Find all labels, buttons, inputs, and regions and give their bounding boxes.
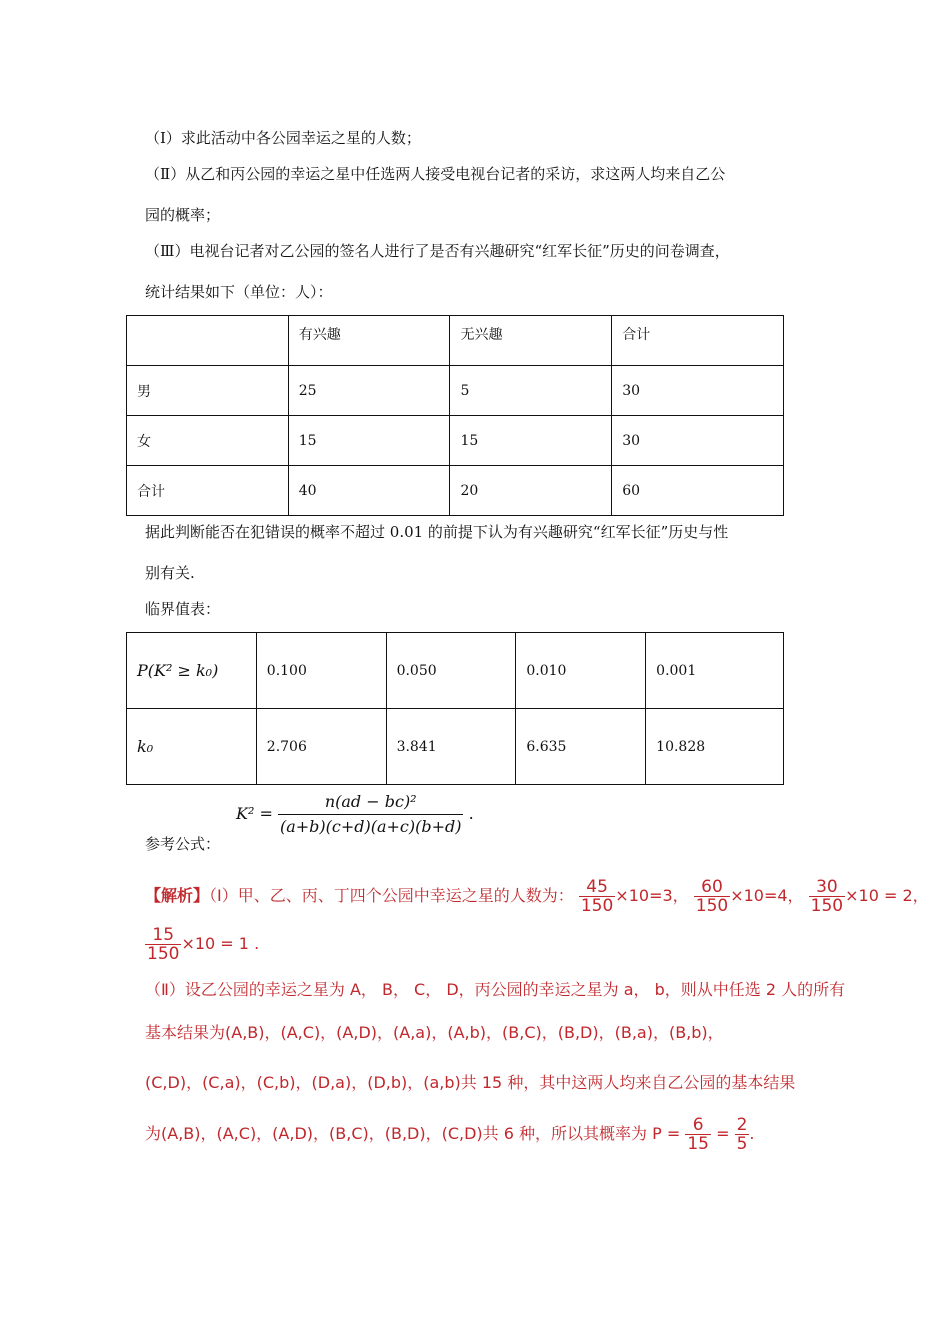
table-cell: 无兴趣: [450, 316, 612, 366]
table-row: [127, 416, 784, 466]
solution-part-1-text: （Ⅰ）甲、乙、丙、丁四个公园中幸运之星的人数为：: [209, 886, 574, 905]
result-bing: ×10 = 2，: [845, 886, 929, 905]
table-cell: 20: [450, 466, 612, 516]
solution-part-2-line-2: 基本结果为(A,B)，(A,C)，(A,D)，(A,a)，(A,b)，(B,C)，(B,D)，(B,a)，(B,b)，: [145, 1023, 724, 1042]
table-cell: 女: [127, 416, 289, 466]
formula-label: 参考公式：: [145, 835, 221, 853]
question-2-line-1: （Ⅱ）从乙和丙公园的幸运之星中任选两人接受电视台记者的采访，求这两人均来自乙公: [145, 165, 726, 183]
formula-end: .: [468, 804, 474, 823]
table-cell: 5: [450, 366, 612, 416]
fraction-denominator: 150: [580, 896, 614, 916]
table-row: [127, 709, 784, 785]
table-cell: 合计: [127, 466, 289, 516]
table-cell: 有兴趣: [288, 316, 450, 366]
fraction-yi: [694, 878, 730, 915]
solution-part-2-line-1: （Ⅱ）设乙公园的幸运之星为 A， B， C， D，丙公园的幸运之星为 a， b，则从中任选 2 人的所有: [145, 980, 846, 999]
table-cell: 15: [450, 416, 612, 466]
table-cell: 15: [288, 416, 450, 466]
result-ding: ×10 = 1 .: [181, 934, 260, 953]
fraction-bing: [809, 878, 845, 915]
table-cell: 60: [612, 466, 784, 516]
question-3-line-1: （Ⅲ）电视台记者对乙公园的签名人进行了是否有兴趣研究“红军长征”历史的问卷调查，: [145, 242, 730, 260]
solution-part-2-line-4: [145, 1112, 755, 1156]
fraction-denominator: 150: [147, 944, 180, 964]
table-cell: 30: [612, 366, 784, 416]
fraction-numerator: 15: [145, 926, 181, 945]
table-cell: 40: [288, 466, 450, 516]
formula-fraction: [278, 790, 464, 839]
table-header-row: [127, 316, 784, 366]
critical-value-table: [126, 632, 784, 785]
formula-numerator: n(ad − bc)²: [278, 790, 464, 815]
table-cell: 30: [612, 416, 784, 466]
solution-part-1-cont: [145, 924, 259, 964]
question-1: （Ⅰ）求此活动中各公园幸运之星的人数；: [145, 129, 421, 147]
table-cell: 男: [127, 366, 289, 416]
table-row: [127, 366, 784, 416]
probability-fraction-simplified: [735, 1116, 750, 1153]
probability-end: .: [749, 1124, 755, 1143]
solution-part-2-line-4-text: 为(A,B)，(A,C)，(A,D)，(B,C)，(B,D)，(C,D)共 6 种，所以其概率为 P =: [145, 1124, 681, 1143]
fraction-numerator: 2: [736, 1115, 748, 1135]
table-cell: 6.635: [516, 709, 646, 785]
table-cell: 合计: [612, 316, 784, 366]
result-jia: ×10=3，: [615, 886, 689, 905]
table-cell: 10.828: [646, 709, 784, 785]
fraction-numerator: 45: [579, 878, 615, 897]
table-row: [127, 633, 784, 709]
solution-part-1: [145, 876, 929, 916]
equals-sign: =: [716, 1124, 730, 1143]
fraction-denominator: 150: [810, 896, 844, 916]
table-cell: P(K² ≥ k₀): [127, 633, 257, 709]
chi-square-formula: [236, 790, 474, 839]
fraction-ding: [145, 926, 181, 963]
fraction-denominator: 5: [736, 1134, 748, 1154]
table-cell: 3.841: [386, 709, 516, 785]
fraction-numerator: 30: [809, 878, 845, 897]
probability-fraction: [685, 1116, 711, 1153]
table-row: [127, 466, 784, 516]
table-cell: 0.010: [516, 633, 646, 709]
solution-part-2-line-3: (C,D)，(C,a)，(C,b)，(D,a)，(D,b)，(a,b)共 15 种，其中这两人均来自乙公园的基本结果: [145, 1073, 796, 1092]
fraction-numerator: 6: [685, 1116, 711, 1135]
table-cell: 2.706: [256, 709, 386, 785]
table-cell: [127, 316, 289, 366]
judgement-line-1: 据此判断能否在犯错误的概率不超过 0.01 的前提下认为有兴趣研究“红军长征”历史与性: [145, 523, 729, 541]
formula-lhs: K² =: [236, 804, 273, 823]
solution-tag: 【解析】: [145, 886, 210, 905]
table-cell: k₀: [127, 709, 257, 785]
critical-value-label: 临界值表：: [145, 600, 221, 618]
table-cell: 0.001: [646, 633, 784, 709]
table-cell: 25: [288, 366, 450, 416]
question-3-line-2: 统计结果如下（单位：人）：: [145, 283, 333, 301]
table-cell: 0.100: [256, 633, 386, 709]
fraction-jia: [579, 878, 615, 915]
fraction-numerator: 60: [694, 878, 730, 897]
judgement-line-2: 别有关.: [145, 564, 195, 582]
table-cell: 0.050: [386, 633, 516, 709]
survey-table: [126, 315, 784, 516]
fraction-denominator: 15: [687, 1134, 709, 1154]
question-2-line-2: 园的概率；: [145, 206, 221, 224]
fraction-denominator: 150: [695, 896, 729, 916]
result-yi: ×10=4，: [730, 886, 804, 905]
formula-denominator: (a+b)(c+d)(a+c)(b+d): [279, 817, 462, 836]
